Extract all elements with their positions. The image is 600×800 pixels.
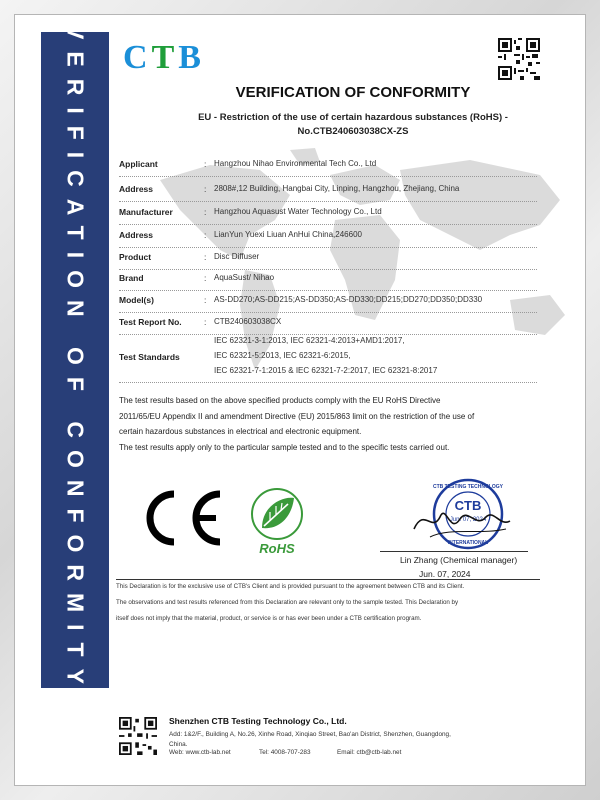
signer-name: Lin Zhang (Chemical manager) — [400, 555, 518, 565]
field-label-applicant: Applicant — [119, 159, 158, 169]
qr-code-icon — [498, 38, 540, 80]
field-label-manufacturer: Manufacturer — [119, 207, 173, 217]
footer-company: Shenzhen CTB Testing Technology Co., Ltd. — [169, 716, 347, 726]
field-value-manufacturer: Hangzhou Aquasust Water Technology Co., Ltd — [214, 207, 382, 216]
ce-mark-icon — [134, 486, 230, 550]
certificate-title: VERIFICATION OF CONFORMITY — [235, 84, 471, 101]
colon: : — [204, 184, 207, 194]
field-label-product: Product — [119, 252, 152, 262]
field-label-manufacturer-address: Address — [119, 230, 154, 240]
signature-line — [380, 551, 528, 552]
field-value-product: Disc Diffuser — [214, 252, 260, 261]
stamp-center: CTB — [454, 498, 482, 513]
divider — [119, 382, 537, 383]
field-value-applicant: Hangzhou Nihao Environmental Tech Co., Ltd — [214, 159, 377, 168]
field-label-standards: Test Standards — [119, 352, 180, 362]
divider — [119, 269, 537, 270]
standard-line: IEC 62321-3-1:2013, IEC 62321-4:2013+AMD1:2017, — [214, 336, 405, 345]
ctb-logo: CTB — [123, 39, 205, 76]
field-value-report-no: CTB240603038CX — [214, 317, 282, 326]
field-value-models: AS-DD270;AS-DD215;AS-DD350;AS-DD330;DD215;DD270;DD350;DD330 — [214, 295, 483, 304]
divider — [119, 334, 537, 335]
divider — [119, 290, 537, 291]
footer-tel: Tel: 4008-707-283 — [259, 749, 311, 756]
statement-line: The test results based on the above specified products comply with the EU RoHS Directive — [119, 396, 441, 405]
certificate-subtitle — [116, 111, 590, 139]
footer-address-country: China. — [169, 741, 188, 748]
divider — [119, 176, 537, 177]
compliance-statement — [119, 393, 549, 455]
certificate-number: No.CTB240603038CX-ZS — [297, 126, 409, 137]
field-label-brand: Brand — [119, 273, 144, 283]
stamp-ring-bottom: INTERNATIONAL — [447, 540, 489, 546]
subtitle-directive: EU - Restriction of the use of certain hazardous substances (RoHS) - — [198, 112, 508, 123]
disclaimer-line: The observations and test results referenced from this Declaration are relevant only to the sample tested. This Declaration by — [116, 599, 459, 606]
disclaimer-line: This Declaration is for the exclusive use of CTB's Client and is provided pursuant to the agreement between CTB and its Client. — [116, 583, 465, 590]
divider — [119, 247, 537, 248]
disclaimer-line: itself does not imply that the material, product, or service is or has ever been under a CTB certification program. — [116, 615, 422, 622]
colon: : — [204, 295, 207, 305]
statement-line: 2011/65/EU Appendix II and amendment Directive (EU) 2015/863 limit on the restriction of the use of — [119, 411, 475, 421]
divider — [119, 312, 537, 313]
standard-line: IEC 62321-7-1:2015 & IEC 62321-7-2:2017, IEC 62321-8:2017 — [214, 366, 438, 375]
rohs-leaf-icon — [248, 486, 306, 558]
colon: : — [204, 273, 207, 283]
stamp-date: Jun. 07, 2024 — [449, 517, 487, 523]
field-label-address: Address — [119, 184, 154, 194]
statement-line: The test results apply only to the particular sample tested and to the specific tests carried out. — [119, 442, 450, 452]
colon: : — [204, 317, 207, 327]
footer-email: Email: ctb@ctb-lab.net — [337, 749, 402, 756]
standard-line: IEC 62321-5:2013, IEC 62321-6:2015, — [214, 351, 351, 360]
field-label-models: Model(s) — [119, 295, 154, 305]
colon: : — [204, 159, 207, 169]
footer-address: Add: 1&2/F., Building A, No.26, Xinhe Road, Xinqiao Street, Bao'an District, Shenzhen, Guangdong, — [169, 731, 451, 738]
field-value-brand: AquaSust/ Nihao — [214, 273, 275, 282]
colon: : — [204, 230, 207, 240]
rohs-label: RoHS — [259, 541, 295, 556]
sidebar-title: VERIFICATION OF CONFORMITY — [62, 24, 89, 696]
colon: : — [204, 252, 207, 262]
colon: : — [204, 207, 207, 217]
field-value-manufacturer-address: LianYun Yuexi Liuan AnHui China,246600 — [214, 230, 362, 239]
stamp-ring-top: CTB TESTING TECHNOLOGY — [433, 484, 503, 490]
section-separator — [116, 579, 540, 580]
world-map-icon — [140, 140, 580, 400]
divider — [119, 201, 537, 202]
sign-date: Jun. 07, 2024 — [419, 569, 471, 579]
qr-code-icon — [119, 717, 157, 755]
divider — [119, 224, 537, 225]
field-label-report-no: Test Report No. — [119, 317, 182, 327]
field-value-address: 2808#,12 Building, Hangbai City, Linping, Hangzhou, Zhejiang, China — [214, 184, 460, 193]
ctb-stamp-icon — [410, 477, 514, 551]
statement-line: certain hazardous substances in electrical and electronic equipment. — [119, 427, 362, 436]
footer-web: Web: www.ctb-lab.net — [169, 749, 231, 756]
